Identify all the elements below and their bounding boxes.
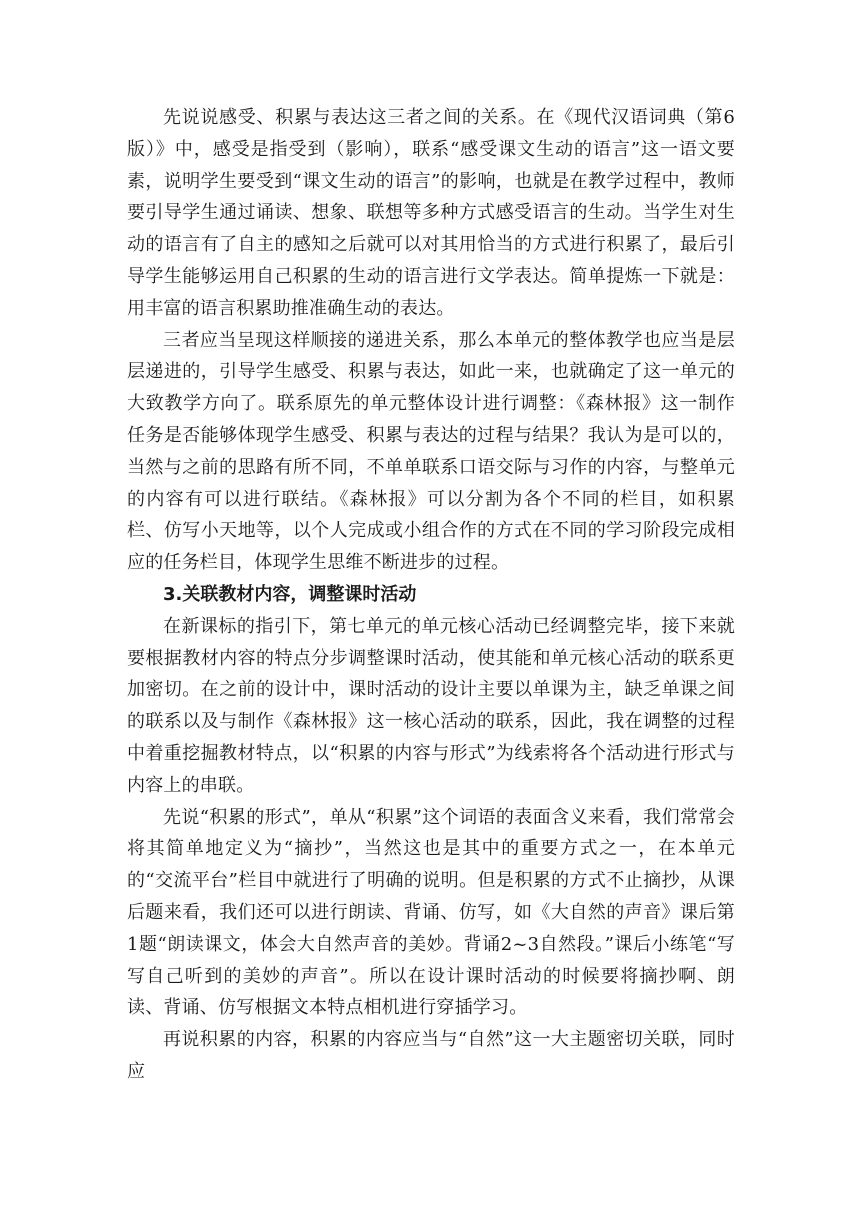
paragraph-accumulation-form: 先说“积累的形式”，单从“积累”这个词语的表面含义来看，我们常常会将其简单地定义为“摘抄”，当然这也是其中的重要方式之一，在本单元的“交流平台”栏目中就进行了明确的说明。但是积累的方式不止摘抄，从课后题来看，我们还可以进行朗读、背诵、仿写，如《大自然的声音》课后第1题“朗读课文，体会大自然声音的美妙。背诵2~3自然段。”课后小练笔“写写自己听到的美妙的声音”。所以在设计课时活动的时候要将摘抄啊、朗读、背诵、仿写根据文本特点相机进行穿插学习。 bbox=[127, 806, 735, 1019]
document-page bbox=[127, 102, 735, 1088]
paragraph-progression: 三者应当呈现这样顺接的递进关系，那么本单元的整体教学也应当是层层递进的，引导学生感受、积累与表达，如此一来，也就确定了这一单元的大致教学方向了。联系原先的单元整体设计进行调整：《森林报》这一制作任务是否能够体现学生感受、积累与表达的过程与结果？我认为是可以的，当然与之前的思路有所不同，不单单联系口语交际与习作的内容，与整单元的内容有可以进行联结。《森林报》可以分割为各个不同的栏目，如积累栏、仿写小天地等，以个人完成或小组合作的方式在不同的学习阶段完成相应的任务栏目，体现学生思维不断进步的过程。 bbox=[127, 329, 735, 574]
section-heading: 3.关联教材内容，调整课时活动 bbox=[163, 583, 417, 605]
paragraph-lesson-activities: 在新课标的指引下，第七单元的单元核心活动已经调整完毕，接下来就要根据教材内容的特点分步调整课时活动，使其能和单元核心活动的联系更加密切。在之前的设计中，课时活动的设计主要以单课为主，缺乏单课之间的联系以及与制作《森林报》这一核心活动的联系，因此，我在调整的过程中着重挖掘教材特点，以“积累的内容与形式”为线索将各个活动进行形式与内容上的串联。 bbox=[127, 615, 735, 796]
paragraph-accumulation-content: 再说积累的内容，积累的内容应当与“自然”这一大主题密切关联，同时应 bbox=[127, 1029, 735, 1082]
paragraph-relationship: 先说说感受、积累与表达这三者之间的关系。在《现代汉语词典（第6版）》中，感受是指受到（影响），联系“感受课文生动的语言”这一语文要素，说明学生要受到“课文生动的语言”的影响，也就是在教学过程中，教师要引导学生通过诵读、想象、联想等多种方式感受语言的生动。当学生对生动的语言有了自主的感知之后就可以对其用恰当的方式进行积累了，最后引导学生能够运用自己积累的生动的语言进行文学表达。简单提炼一下就是：用丰富的语言积累助推准确生动的表达。 bbox=[127, 107, 735, 319]
